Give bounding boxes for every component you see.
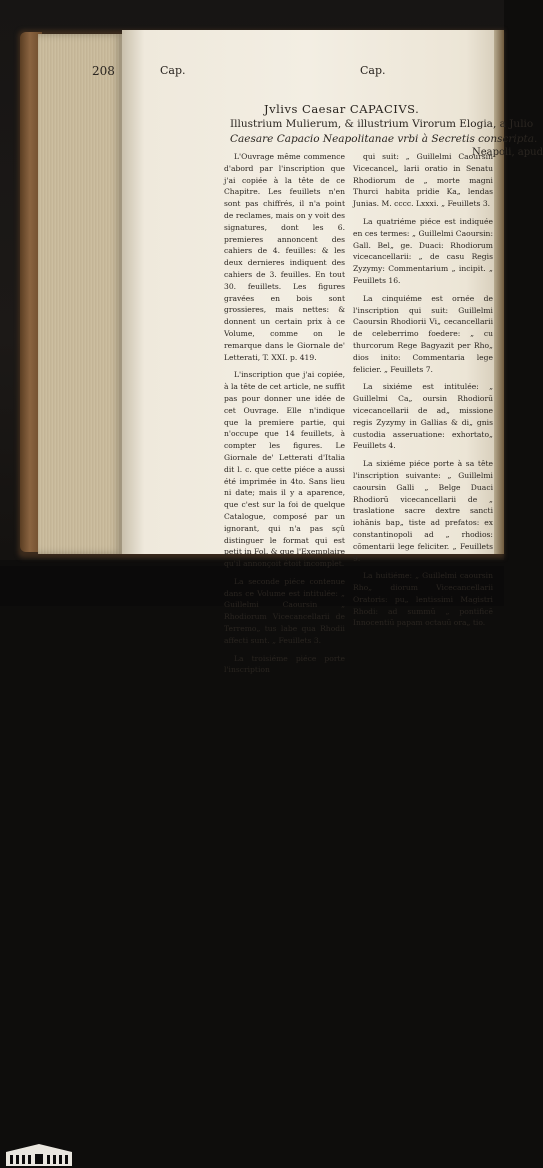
chapter-title: Jvlivs Caesar CAPACIVS. [264, 102, 420, 116]
chapter-subtitle-line-2: Caesare Capacio Neapolitanae vrbi à Secretis conscripta. [230, 133, 538, 145]
chapter-subtitle-line-1: Illustrium Mulierum, & illustrium Virorum Elogia, a Julio [230, 118, 534, 130]
paragraph: La seconde piéce contenue dans ce Volume est intitulée: „ Guillelmi Caoursin „ Rhodiorum Vicecancellarii de Terremo„ tus labe qua Rhodii affecti sunt. „ Feuillets 3. [224, 576, 345, 645]
paragraph: La cinquiéme est ornée de l'inscription qui suit: Guillelmi Caoursin Rhodiorii Vi„ cecancellarii de celeberrimo foedere: „ cu thurcorum Rege Bagyazit per Rho„ dios inito: Commentaria lege felicier. „ Feuillets 7. [353, 293, 493, 374]
paragraph: La sixiéme piéce porte à sa tête l'inscription suivante: „ Guillelmi caoursin Galli „ Belge Duaci Rhodiorū vicecancellarii de „ traslatione sacre dextre sancti iohānis bap„ tiste ad prefatos: ex constantinopoli ad „ rhodios: cōmentarii lege feliciter. „ Feuillets 9. [353, 459, 493, 563]
library-building-logo [4, 1142, 74, 1168]
page-block [38, 34, 124, 554]
running-head-right: Cap. [360, 64, 386, 77]
running-head-left: Cap. [160, 64, 186, 77]
paragraph: La huitiéme: „ Guillelmi caoursin Rho„ diorum Vicecancellarii Oratoris: pu„ lentissimi Magistri Rhodi: ad summū „ pontificē Innocentiū papam octauū ora„ tio. [353, 571, 493, 628]
page-right-edge [494, 30, 504, 554]
chapter-subtitle-tail: Neapoli, apud [472, 147, 543, 158]
paragraph: L'inscription que j'ai copiée, à la tête de cet article, ne suffit pas pour donner une idée de cet Ouvrage. Elle n'indique que la premiere partie, qui n'occupe que 14 feuillets, à compter les figures. Le Giornale de' Letterati d'Italia dit l. c. que cette piéce a aussi été imprimée in 4to. Sans lieu ni date; mais il y a aparence, que c'est sur la foi de quelque Catalogue, composé par un ignorant, qui n'a pas sçû distinguer le format qui est petit in Fol. & que l'Exemplaire qu'il annonçoit étoit incomplet. [224, 370, 345, 569]
paragraph: La quatriéme piéce est indiquée en ces termes: „ Guillelmi Caoursin: Gall. Bel„ ge. Duaci: Rhodiorum vicecancellarii: „ de casu Regis Zyzymy: Commentarium „ incipit. „ Feuillets 16. [353, 216, 493, 285]
paragraph: La troisiéme piéce porte l'inscription [224, 653, 345, 675]
right-text-column [353, 151, 493, 635]
page-number: 208 [92, 64, 115, 78]
paragraph: qui suit: „ Guillelmi Caoursin Vicecancel„ larii oratio in Senatu Rhodiorum de „ morte magni Thurci habita pridie Ka„ lendas Junias. M. cccc. Lxxxi. „ Feuillets 3. [353, 152, 493, 209]
paragraph: L'Ouvrage même commence d'abord par l'inscription que j'ai copiée à la tête de ce Chapitre. Les feuillets n'en sont pas chiffrés, il n'a point de reclames, mais on y voit des signatures, dont les 6. premieres annoncent des cahiers de 4. feuilles: & les deux dernieres indiquent des cahiers de 3. feuilles. En tout 30. feuillets. Les figures gravées en bois sont grossieres, mais nettes: & donnent un certain prix à ce Volume, comme on le remarque dans le Giornale de' Letterati, T. XXI. p. 419. [224, 152, 345, 362]
paragraph: La sixiéme est intitulée: „ Guillelmi Ca„ oursin Rhodiorū vicecancellarii de ad„ missione regis Zyzymy in Gallias & di„ gnis custodia asseruatione: exhortato„ Feuillets 4. [353, 382, 493, 451]
left-text-column [224, 151, 345, 682]
